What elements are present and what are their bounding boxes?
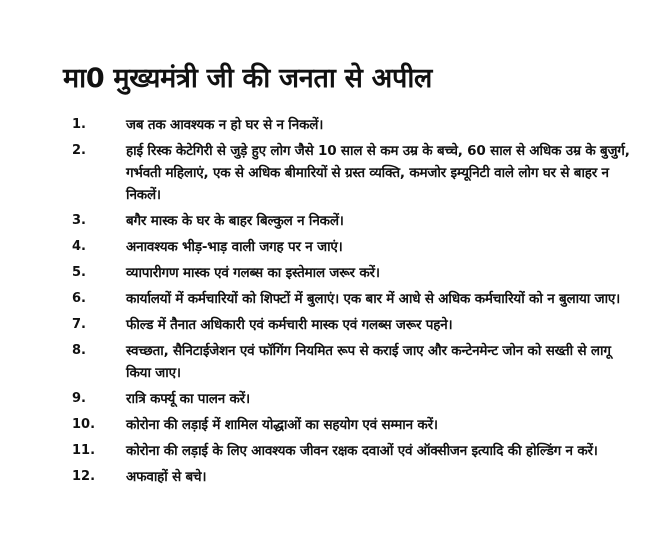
list-item-2 xyxy=(72,140,632,206)
item-number: 4. xyxy=(72,239,86,254)
item-text: कोरोना की लड़ाई के लिए आवश्यक जीवन रक्षक दवाओं एवं ऑक्सीजन इत्यादि की होल्डिंग न करें। xyxy=(126,443,598,459)
item-text: फील्ड में तैनात अधिकारी एवं कर्मचारी मास्क एवं गलब्स जरूर पहने। xyxy=(126,317,453,333)
list-item-3 xyxy=(72,210,632,232)
item-text: कार्यालयों में कर्मचारियों को शिफ्टों में बुलाएं। एक बार में आधे से अधिक कर्मचारियों को न बुलाया जाए। xyxy=(126,291,621,307)
item-text: स्वच्छता, सैनिटाईजेशन एवं फॉगिंग नियमित रूप से कराई जाए और कन्टेनमेन्ट जोन को सख्ती से लागू किया जाए। xyxy=(126,343,611,381)
list-item-9 xyxy=(72,388,632,410)
item-number: 1. xyxy=(72,117,86,132)
item-number: 11. xyxy=(72,443,96,458)
item-text: बगैर मास्क के घर के बाहर बिल्कुल न निकलें। xyxy=(126,213,344,229)
item-number: 9. xyxy=(72,391,86,406)
item-text: जब तक आवश्यक न हो घर से न निकलें। xyxy=(126,117,324,133)
item-number: 10. xyxy=(72,417,96,432)
list-item-8 xyxy=(72,340,632,384)
document-title: मा0 मुख्यमंत्री जी की जनता से अपील xyxy=(63,63,433,94)
list-item-12 xyxy=(72,466,632,488)
list-item-6 xyxy=(72,288,632,310)
item-number: 6. xyxy=(72,291,86,306)
list-item-5 xyxy=(72,262,632,284)
item-text: अफवाहों से बचे। xyxy=(126,469,207,485)
item-text: अनावश्यक भीड़-भाड़ वाली जगह पर न जाएं। xyxy=(126,239,343,255)
list-item-4 xyxy=(72,236,632,258)
item-number: 2. xyxy=(72,143,86,158)
item-text: हाई रिस्क केटेगिरी से जुड़े हुए लोग जैसे 10 साल से कम उम्र के बच्चे, 60 साल से अधिक उम्र के बुजुर्ग, गर्भवती महिलाएं, एक से अधिक बीमारियों से ग्रस्त व्यक्ति, कमजोर इम्यूनिटी वाले लोग घर से बाहर न निकलें। xyxy=(126,143,630,203)
item-text: व्यापारीगण मास्क एवं गलब्स का इस्तेमाल जरूर करें। xyxy=(126,265,380,281)
list-item-1 xyxy=(72,114,632,136)
item-number: 8. xyxy=(72,343,86,358)
item-text: कोरोना की लड़ाई में शामिल योद्धाओं का सहयोग एवं सम्मान करें। xyxy=(126,417,438,433)
item-number: 12. xyxy=(72,469,96,484)
item-text: रात्रि कर्फ्यू का पालन करें। xyxy=(126,391,250,407)
list-item-10 xyxy=(72,414,632,436)
list-item-7 xyxy=(72,314,632,336)
list-item-11 xyxy=(72,440,632,462)
appeal-list xyxy=(72,114,632,492)
item-number: 3. xyxy=(72,213,86,228)
item-number: 5. xyxy=(72,265,86,280)
item-number: 7. xyxy=(72,317,86,332)
